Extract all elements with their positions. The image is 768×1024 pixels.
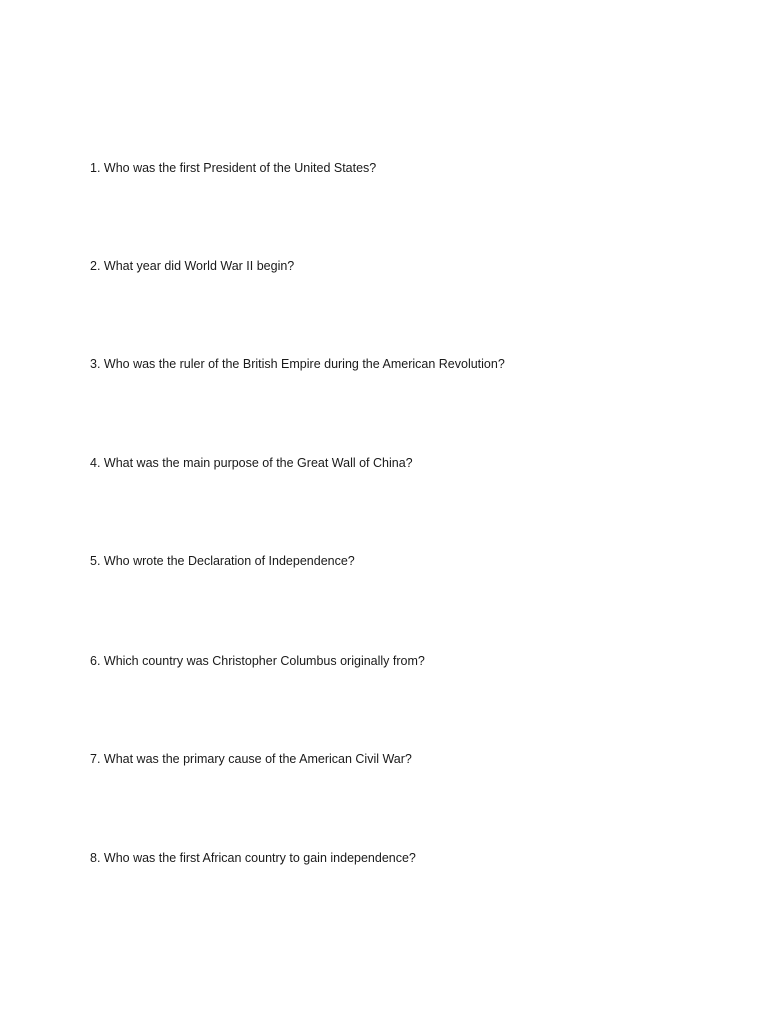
question-3: 3. Who was the ruler of the British Empire during the American Revolution? [90,357,505,371]
question-4: 4. What was the main purpose of the Great Wall of China? [90,456,413,470]
question-6: 6. Which country was Christopher Columbus originally from? [90,654,425,668]
question-7: 7. What was the primary cause of the American Civil War? [90,752,412,766]
question-8: 8. Who was the first African country to gain independence? [90,851,416,865]
question-5: 5. Who wrote the Declaration of Independence? [90,554,355,568]
question-2: 2. What year did World War II begin? [90,259,295,273]
question-1: 1. Who was the first President of the United States? [90,161,377,175]
